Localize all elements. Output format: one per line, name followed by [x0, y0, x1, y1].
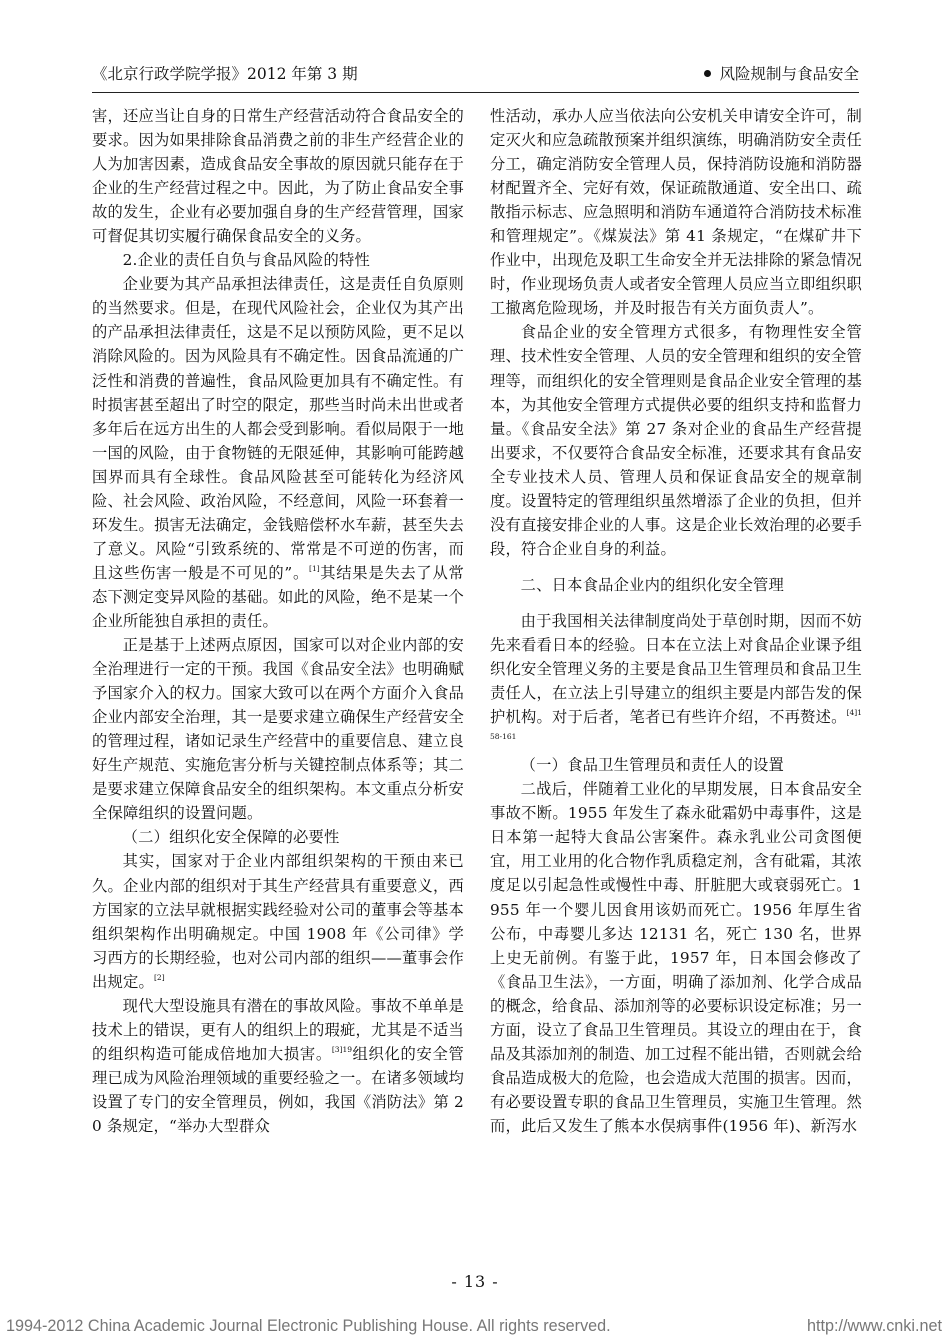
- paragraph: 害，还应当让自身的日常生产经营活动符合食品安全的要求。因为如果排除食品消费之前的非生产经营企业的人为加害因素，造成食品安全事故的原因就只能存在于企业的生产经营过程之中。因此，为了防止食品安全事故的发生，企业有必要加强自身的生产经营管理，国家可督促其切实履行确保食品安全的义务。: [92, 107, 464, 246]
- paragraph-text: 组织化的安全管理已成为风险治理领域的重要经验之一。在诸多领域均设置了专门的安全管理员，例如，我国《消防法》第 20 条规定，“举办大型群众: [92, 1044, 464, 1135]
- paragraph-text: 现代大型设施具有潜在的事故风险。事故不单单是技术上的错误，更有人的组织上的瑕疵，尤其是不适当的组织构造可能成倍地加大损害。: [92, 996, 464, 1063]
- paragraph: 性活动，承办人应当依法向公安机关申请安全许可，制定灭火和应急疏散预案并组织演练，明确消防安全责任分工，确定消防安全管理人员，保持消防设施和消防器材配置齐全、完好有效，保证疏散通道、安全出口、疏散指示标志、应急照明和消防车通道符合消防技术标准和管理规定”。《煤炭法》第 41 条规定，“在煤矿井下作业中，出现危及职工生命安全并无法排除的紧急情况时，作业现场负责人或者安全管理人员应当立即组织职工撤离危险现场，并及时报告有关方面负责人”。: [490, 107, 862, 318]
- paragraph: [92, 272, 464, 633]
- left-column: [92, 104, 464, 1138]
- paragraph: 食品企业的安全管理方式很多，有物理性安全管理、技术性安全管理、人员的安全管理和组织的安全管理等，而组织化的安全管理则是食品企业安全管理的基本，为其他安全管理方式提供必要的组织支持和监督力量。《食品安全法》第 27 条对企业的食品生产经营提出要求，不仅要符合食品安全标准，还要求其有食品安全专业技术人员、管理人员和保证食品安全的规章制度。设置特定的管理组织虽然增添了企业的负担，但并没有直接安排企业的人事。这是企业长效治理的必要手段，符合企业自身的利益。: [490, 323, 862, 558]
- citation: [4]158-161: [490, 708, 862, 742]
- paragraph-text: 其结果是失去了从常态下测定变异风险的基础。如此的风险，绝不是某一个企业所能独自承担的责任。: [92, 563, 464, 630]
- section-title-text: 风险规制与食品安全: [719, 65, 859, 83]
- paragraph: [92, 994, 464, 1138]
- citation: [2]: [154, 972, 165, 982]
- paragraph: 二战后，伴随着工业化的早期发展，日本食品安全事故不断。1955 年发生了森永砒霜奶中毒事件，这是日本第一起特大食品公害案件。森永乳业公司贪图便宜，用工业用的化合物作乳质稳定剂，含有砒霜，其浓度足以引起急性或慢性中毒、肝脏肥大或衰弱死亡。1955 年一个婴儿因食用该奶而死亡。1956 年厚生省公布，中毒婴儿多达 12131 名，死亡 130 名，世界上史无前例。有鉴于此，1957 年，日本国会修改了《食品卫生法》，一方面，明确了添加剂、化学合成品的概念，给食品、添加剂等的必要标识设定标准；另一方面，设立了食品卫生管理员。其设立的理由在于，食品及其添加剂的制造、加工过程不能出错，否则就会给食品造成极大的危险，也会造成大范围的损害。因而，有必要设置专职的食品卫生管理员，实施卫生管理。然而，此后又发生了熊本水俣病事件(1956 年)、新泻水: [490, 780, 862, 1135]
- section-heading: 二、日本食品企业内的组织化安全管理: [520, 575, 785, 594]
- subheading: 2.企业的责任自负与食品风险的特性: [122, 251, 371, 270]
- page-number: - 13 -: [451, 1272, 499, 1291]
- section-title: [704, 62, 859, 84]
- footer: [0, 1313, 950, 1344]
- paragraph-text: 企业要为其产品承担法律责任，这是责任自负原则的当然要求。但是，在现代风险社会，企业仅为其产出的产品承担法律责任，这是不足以预防风险，更不足以消除风险的。因为风险具有不确定性。因食品流通的广泛性和消费的普遍性，食品风险更加具有不确定性。有时损害甚至超出了时空的限定，那些当时尚未出世或者多年后在远方出生的人都会受到影响。看似局限于一地一国的风险，由于食物链的无限延伸，其影响可能跨越国界而具有全球性。食品风险甚至可能转化为经济风险、社会风险、政治风险，不经意间，风险一环套着一环发生。损害无法确定，金钱赔偿杯水车薪，甚至失去了意义。风险“引致系统的、常常是不可逆的伤害，而且这些伤害一般是不可见的”。: [92, 275, 464, 582]
- right-column: [490, 104, 862, 1138]
- paragraph-text: 其实，国家对于企业内部组织架构的干预由来已久。企业内部的组织对于其生产经营具有重要意义，西方国家的立法早就根据实践经验对公司的董事会等基本组织架构作出明确规定。中国 1908 年《公司律》学习西方的长期经验，也对公司内部的组织——董事会作出规定。: [92, 852, 464, 991]
- bullet-icon: [704, 70, 711, 77]
- copyright-notice: 1994-2012 China Academic Journal Electronic Publishing House. All rights reserved.: [6, 1317, 611, 1335]
- paragraph: [92, 849, 464, 993]
- header-rule: [92, 92, 859, 93]
- citation: [1]: [309, 563, 320, 573]
- subheading: （二）组织化安全保障的必要性: [122, 828, 340, 847]
- citation: [3]19: [331, 1044, 353, 1054]
- paragraph-text: 由于我国相关法律制度尚处于草创时期，因而不妨先来看看日本的经验。日本在立法上对食品企业课予组织化安全管理义务的主要是食品卫生管理员和食品卫生责任人，在立法上引导建立的组织主要是内部告发的保护机构。对于后者，笔者已有些许介绍，不再赘述。: [490, 611, 862, 727]
- paragraph: [490, 609, 862, 753]
- journal-title: 《北京行政学院学报》2012 年第 3 期: [92, 65, 358, 83]
- running-header: [92, 62, 859, 88]
- subheading: （一）食品卫生管理员和责任人的设置: [520, 756, 785, 775]
- footer-url[interactable]: http://www.cnki.net: [807, 1317, 942, 1335]
- paragraph: 正是基于上述两点原因，国家可以对企业内部的安全治理进行一定的干预。我国《食品安全法》也明确赋予国家介入的权力。国家大致可以在两个方面介入食品企业内部安全治理，其一是要求建立确保生产经营安全的管理过程，诸如记录生产经营中的重要信息、建立良好生产规范、实施危害分析与关键控制点体系等；其二是要求建立保障食品安全的组织架构。本文重点分析安全保障组织的设置问题。: [92, 636, 464, 823]
